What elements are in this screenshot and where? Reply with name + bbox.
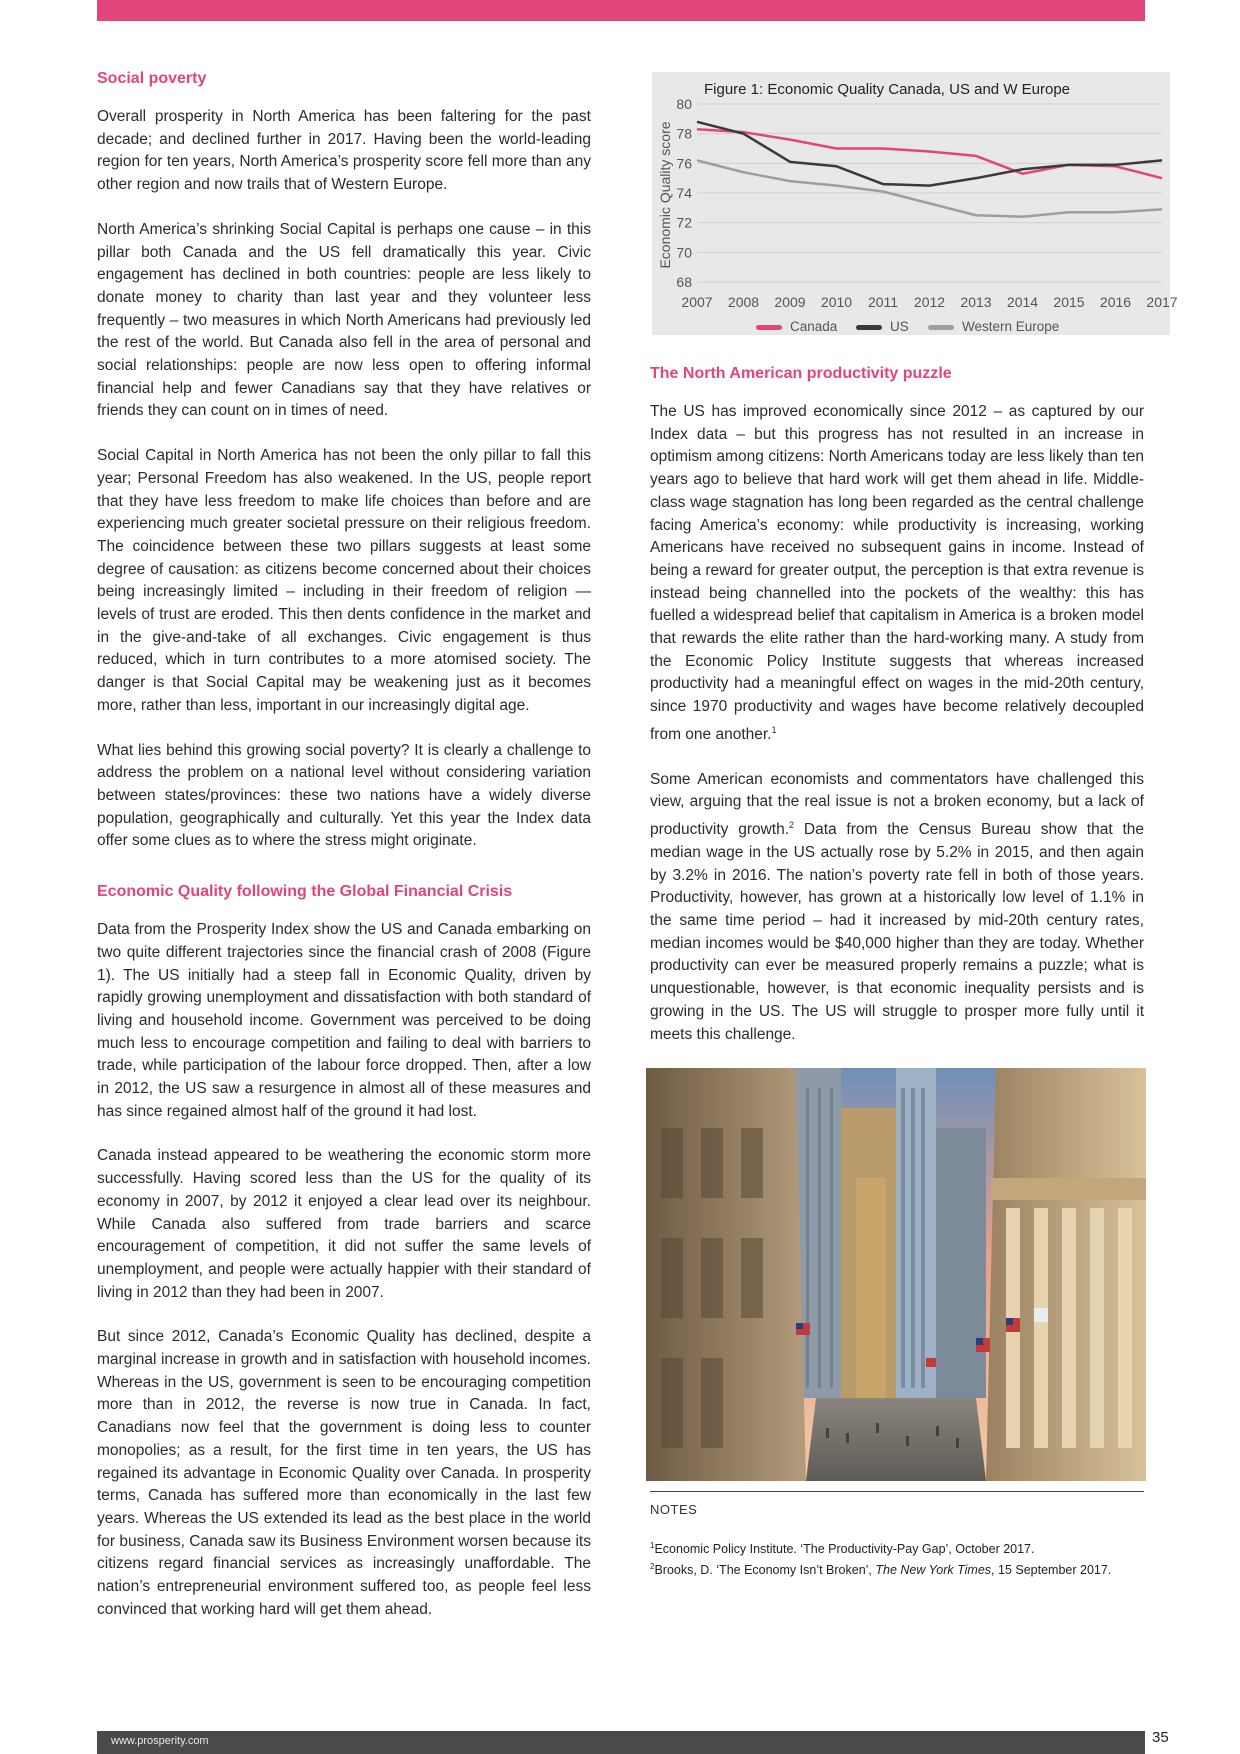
footnote-number: 2 <box>650 1562 655 1572</box>
footnote-text: Brooks, D. ‘The Economy Isn’t Broken’, <box>654 1563 876 1578</box>
footnote-text: Economic Policy Institute. ‘The Productivity-Pay Gap’, October 2017. <box>654 1542 1035 1557</box>
x-tick-label: 2017 <box>1146 294 1178 310</box>
notes-divider <box>650 1491 1144 1492</box>
footnote-2 <box>650 1558 1144 1579</box>
chart-grid <box>697 104 1162 282</box>
footnote-ref: 2 <box>789 820 795 831</box>
y-axis-label: Economic Quality score <box>657 121 673 269</box>
x-tick-label: 2014 <box>1006 294 1039 310</box>
series-line-canada <box>697 129 1162 178</box>
paragraph <box>650 769 1144 1047</box>
y-tick-label: 74 <box>676 185 692 201</box>
x-tick-label: 2009 <box>774 294 806 310</box>
paragraph: Data from the Prosperity Index show the US and Canada embarking on two quite different trajectories since the financial crash of 2008 (Figure 1). The US initially had a steep fall in Economic Quality, driven by rapidly growing unemployment and dissatisfaction with both standard of living and household income. Government was perceived to be doing much less to encourage competition and failing to deal with barriers to trade, while participation of the labour force dropped. Then, after a low in 2012, the US saw a resurgence in almost all of these measures and has since regained almost half of the ground it had lost. <box>97 921 591 1120</box>
x-tick-label: 2016 <box>1099 294 1132 310</box>
footnote-publication: The New York Times <box>875 1563 992 1578</box>
left-column <box>97 70 591 1643</box>
legend-swatch <box>856 325 882 330</box>
x-tick-label: 2013 <box>960 294 992 310</box>
y-tick-label: 70 <box>676 244 692 261</box>
x-tick-label: 2012 <box>913 294 946 310</box>
street-image <box>646 1068 1146 1481</box>
notes-title: NOTES <box>650 1502 698 1518</box>
figure-1-chart <box>652 72 1178 335</box>
line-chart <box>652 72 1178 335</box>
x-tick-label: 2008 <box>727 294 760 310</box>
footnote-text: , 15 September 2017. <box>991 1563 1112 1578</box>
paragraph <box>650 401 1144 747</box>
right-column <box>650 70 1178 1580</box>
heading-economic-quality: Economic Quality following the Global Financial Crisis <box>97 883 513 901</box>
heading-social-poverty: Social poverty <box>97 70 207 87</box>
legend-label: Western Europe <box>962 319 1060 334</box>
legend-swatch <box>756 325 782 330</box>
paragraph: North America’s shrinking Social Capital is perhaps one cause – in this pillar both Canada and the US fell dramatically this year. Civic engagement has declined in both countries: people are less likely to donate money to charity than last year and they volunteer less frequently – two measures in which North Americans had previously led the rest of the world. But Canada also fell in the area of personal and social relationships: people are now less open to offering informal financial help and fewer Canadians say that they have relatives or friends they can count on in times of need. <box>97 220 591 420</box>
x-tick-labels <box>681 294 1177 310</box>
footnote-1 <box>650 1537 1144 1558</box>
paragraph: Canada instead appeared to be weathering the economic storm more successfully. Having scored less than the US for the quality of its economy in 2007, by 2012 it enjoyed a clear lead over its neighbour. While Canada also suffered from trade barriers and scarce encouragement of competition, it did not suffer the same levels of unemployment, and people were actually happier with their standard of living in 2012 than they had been in 2007. <box>97 1147 591 1301</box>
legend-label: Canada <box>790 319 838 334</box>
paragraph: But since 2012, Canada’s Economic Quality has declined, despite a marginal increase in growth and in satisfaction with household incomes. Whereas in the US, government is seen to be encouraging competition more than in 2012, the reverse is now true in Canada. In fact, Canadians now feel that the government is doing less to counter monopolies; as a result, for the first time in ten years, the US has regained its advantage in Economic Quality over Canada. In prosperity terms, Canada has suffered more than economically in the last few years. Whereas the US extended its lead as the best place in the world for business, Canada saw its Business Environment worsen because its citizens regard financial services as increasingly unaffordable. The nation’s entrepreneurial environment suffered too, as people feel less convinced that working hard will get them ahead. <box>97 1328 591 1618</box>
y-tick-label: 68 <box>676 274 692 290</box>
paragraph-text: Some American economists and commentators have challenged this view, arguing that the real issue is not a broken economy, but a lack of productivity growth. <box>650 770 1144 839</box>
chart-legend <box>756 319 1059 334</box>
y-tick-label: 72 <box>676 214 692 231</box>
top-accent-bar <box>97 0 1145 21</box>
x-tick-label: 2011 <box>867 294 899 310</box>
chart-title: Figure 1: Economic Quality Canada, US and W Europe <box>704 81 1071 98</box>
x-tick-label: 2007 <box>681 294 713 310</box>
y-tick-label: 80 <box>676 96 692 112</box>
footer-url[interactable]: www.prosperity.com <box>111 1735 209 1747</box>
y-tick-label: 76 <box>676 155 692 172</box>
paragraph: What lies behind this growing social poverty? It is clearly a challenge to address the problem on a national level without considering variation between states/provinces: these two nations have a widely diverse population, geographically and culturally. Yet this year the Index data offer some clues as to where the stress might originate. <box>97 741 591 850</box>
y-tick-label: 78 <box>676 125 692 142</box>
paragraph: Overall prosperity in North America has been faltering for the past decade; and declined further in 2017. Having been the world-leading region for ten years, North America’s prosperity score fell more than any other region and now trails that of Western Europe. <box>97 108 591 194</box>
page-number: 35 <box>1152 1729 1169 1746</box>
legend-swatch <box>928 325 954 330</box>
paragraph-text: Data from the Census Bureau show that the median wage in the US actually rose by 5.2% in 2015, and then again by 3.2% in 2016. The nation’s poverty rate fell in both of those years. Productivity, however, has grown at a historically low level of 1.1% in the same time period – had it increased by mid-20th century rates, median incomes would be $40,000 higher than they are today. Whether productivity can ever be measured properly remains a puzzle; what is unquestionable, however, is that economic inequality persists and is growing in the US. The US will struggle to prosper more fully until it meets this challenge. <box>650 821 1144 1043</box>
footnote-number: 1 <box>650 1541 655 1551</box>
paragraph: Social Capital in North America has not been the only pillar to fall this year; Personal Freedom has also weakened. In the US, people report that they have less freedom to make life choices than before and are experiencing much greater societal pressure on their religious freedom. The coincidence between these two pillars suggests at least some degree of causation: as citizens become concerned about their choices being increasingly limited – including in their freedom of religion — levels of trust are eroded. This then dents confidence in the market and in the give-and-take of all exchanges. Civic engagement is thus reduced, which in turn contributes to a more atomised society. The danger is that Social Capital may be weakening just as it becomes more, rather than less, important in our increasingly digital age. <box>97 447 591 714</box>
series-line-western-europe <box>697 160 1162 216</box>
footer-bar <box>97 1731 1145 1754</box>
legend-label: US <box>890 319 909 334</box>
footnote-ref: 1 <box>771 724 777 735</box>
y-tick-labels <box>676 96 692 290</box>
x-tick-label: 2015 <box>1053 294 1085 310</box>
chart-series-lines <box>697 122 1162 217</box>
wall-street-photo <box>646 1068 1146 1481</box>
paragraph-text: The US has improved economically since 2012 – as captured by our Index data – but this progress has not resulted in an increase in optimism among citizens: North Americans today are less likely than ten years ago to believe that hard work will get them ahead in life. Middle-class wage stagnation has long been regarded as the central challenge facing America’s economy: while productivity is increasing, working Americans have received no subsequent gains in income. Instead of being a reward for greater output, the perception is that extra revenue is instead being channelled into the pockets of the wealthy: this has fuelled a widespread belief that capitalism in America is a broken model that rewards the elite rather than the hard-working many. A study from the Economic Policy Institute suggests that whereas increased productivity had a meaningful effect on wages in the mid-20th century, since 1970 productivity and wages have become relatively decoupled from one another. <box>650 403 1144 743</box>
x-tick-label: 2010 <box>820 294 853 310</box>
heading-productivity-puzzle: The North American productivity puzzle <box>650 365 952 382</box>
